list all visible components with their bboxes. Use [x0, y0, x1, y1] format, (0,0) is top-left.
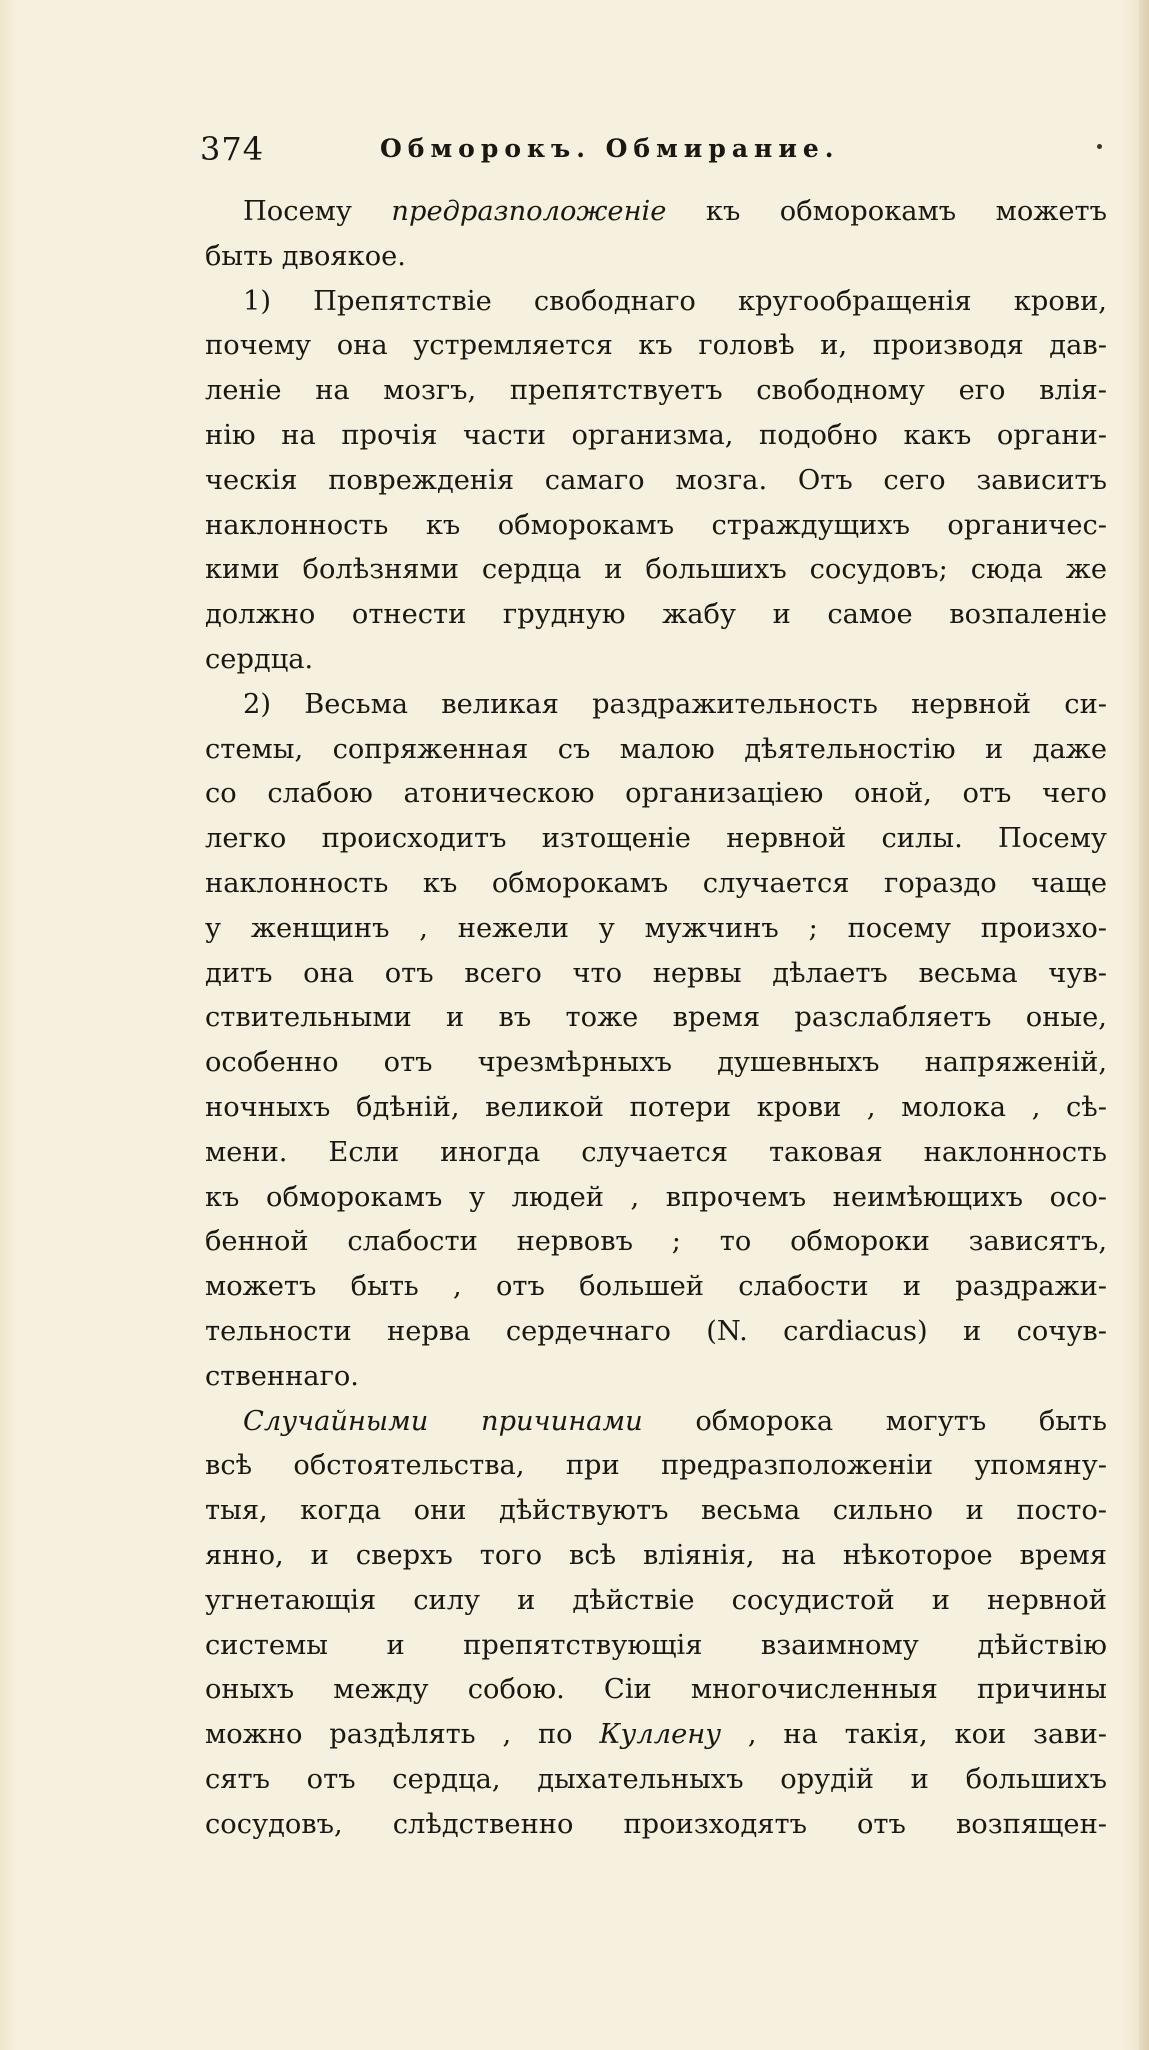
text-segment: тыя, когда они дѣйствуютъ весьма сильно и посто- — [205, 1495, 1107, 1527]
text-line — [205, 548, 1107, 593]
text-line — [205, 593, 1107, 638]
text-segment: сятъ отъ сердца, дыхательныхъ орудій и большихъ — [205, 1763, 1107, 1795]
text-segment: Посему — [243, 196, 392, 227]
page-header — [200, 130, 1110, 174]
text-segment: нію на прочія части организма, подобно какъ органи- — [205, 419, 1107, 451]
text-line — [205, 235, 1107, 280]
page-number: 374 — [200, 130, 265, 168]
text-segment: леніе на мозгъ, препятствуетъ свободному его влія- — [205, 375, 1107, 407]
text-segment: наклонность къ обморокамъ страждущихъ органичес- — [205, 509, 1107, 541]
text-segment: дитъ она отъ всего что нервы дѣлаетъ весьма чув- — [205, 957, 1107, 989]
text-segment: стемы, сопряженная съ малою дѣятельностію и даже — [205, 733, 1107, 765]
text-segment: угнетающія силу и дѣйствіе сосудистой и нервной — [205, 1584, 1107, 1616]
text-line — [205, 996, 1107, 1041]
text-segment: со слабою атоническою организаціею оной, отъ чего — [205, 778, 1107, 810]
body-text — [205, 190, 1107, 1847]
text-line — [205, 1668, 1107, 1713]
text-segment: 2) Весьма великая раздражительность нервной си- — [243, 688, 1107, 720]
text-segment: сосудовъ, слѣдственно произходятъ отъ возпящен- — [205, 1808, 1107, 1840]
text-line — [205, 862, 1107, 907]
text-segment: тельности нерва сердечнаго (N. cardiacus) и сочув- — [205, 1315, 1107, 1347]
text-line — [205, 1803, 1107, 1848]
text-segment: къ обморокамъ у людей , впрочемъ неимѣющихъ осо- — [205, 1181, 1107, 1213]
text-line — [205, 728, 1107, 773]
text-segment: быть двоякое. — [205, 240, 406, 272]
text-segment: должно отнести грудную жабу и самое возпаленіе — [205, 599, 1107, 631]
text-line — [205, 1041, 1107, 1086]
text-segment: ческія поврежденія самаго мозга. Отъ сего зависитъ — [205, 464, 1107, 496]
page-edge — [1139, 0, 1149, 2050]
text-line — [205, 190, 1107, 235]
text-line — [205, 907, 1107, 952]
text-segment: янно, и сверхъ того всѣ вліянія, на нѣкоторое время — [205, 1539, 1107, 1571]
text-line — [205, 1220, 1107, 1265]
text-segment: мени. Если иногда случается таковая наклонность — [205, 1136, 1107, 1168]
text-segment: ственнаго. — [205, 1360, 359, 1392]
text-segment: особенно отъ чрезмѣрныхъ душевныхъ напряженій, — [205, 1047, 1107, 1079]
text-segment: можно раздѣлять , по — [205, 1719, 600, 1751]
text-segment: можетъ быть , отъ большей слабости и раздражи- — [205, 1271, 1107, 1303]
text-segment: ночныхъ бдѣній, великой потери крови , молока , сѣ- — [205, 1091, 1107, 1123]
text-line — [205, 1265, 1107, 1310]
text-line — [205, 952, 1107, 997]
text-segment: почему она устремляется къ головѣ и, производя дав- — [205, 330, 1107, 362]
text-line — [205, 1624, 1107, 1669]
text-segment: всѣ обстоятельства, при предразположеніи упомяну- — [205, 1450, 1107, 1482]
text-segment: сердца. — [205, 643, 314, 675]
text-line — [205, 638, 1107, 683]
text-line — [205, 280, 1107, 325]
text-segment: бенной слабости нервовъ ; то обмороки зависятъ, — [205, 1226, 1107, 1258]
text-segment: 1) Препятствіе свободнаго кругообращенія крови, — [243, 285, 1107, 317]
text-segment: легко происходитъ изтощеніе нервной силы. Посему — [205, 823, 1107, 855]
running-title: Обморокъ. Обмирание. — [380, 134, 840, 163]
text-line — [205, 683, 1107, 728]
text-line — [205, 817, 1107, 862]
text-line — [205, 414, 1107, 459]
text-segment: обморока могутъ быть — [642, 1405, 1107, 1437]
text-line — [205, 324, 1107, 369]
text-segment: ствительными и въ тоже время разслабляетъ оные, — [205, 1002, 1107, 1034]
text-line — [205, 1131, 1107, 1176]
text-line — [205, 1713, 1107, 1758]
text-line — [205, 369, 1107, 414]
ink-dot — [1097, 144, 1102, 149]
text-segment: оныхъ между собою. Сіи многочисленныя причины — [205, 1674, 1107, 1706]
text-segment: системы и препятствующія взаимному дѣйствію — [205, 1629, 1107, 1661]
text-line — [205, 1444, 1107, 1489]
text-line — [205, 459, 1107, 504]
italic-term: Куллену — [599, 1719, 722, 1751]
italic-term: Случайными причинами — [243, 1405, 643, 1437]
text-line — [205, 1579, 1107, 1624]
text-segment: , на такія, кои зави- — [721, 1719, 1107, 1751]
text-line — [205, 1176, 1107, 1221]
text-line — [205, 1534, 1107, 1579]
text-segment: у женщинъ , нежели у мужчинъ ; посему произхо- — [205, 912, 1107, 944]
text-segment: наклонность къ обморокамъ случается гораздо чаще — [205, 867, 1107, 899]
text-line — [205, 504, 1107, 549]
text-line — [205, 772, 1107, 817]
italic-term: предразположеніе — [391, 196, 667, 227]
text-line — [205, 1086, 1107, 1131]
text-line — [205, 1355, 1107, 1400]
text-segment: кими болѣзнями сердца и большихъ сосудовъ; сюда же — [205, 554, 1107, 586]
text-line — [205, 1310, 1107, 1355]
text-line — [205, 1400, 1107, 1445]
text-line — [205, 1758, 1107, 1803]
text-segment: къ обморокамъ можетъ — [666, 196, 1107, 227]
text-line — [205, 1489, 1107, 1534]
